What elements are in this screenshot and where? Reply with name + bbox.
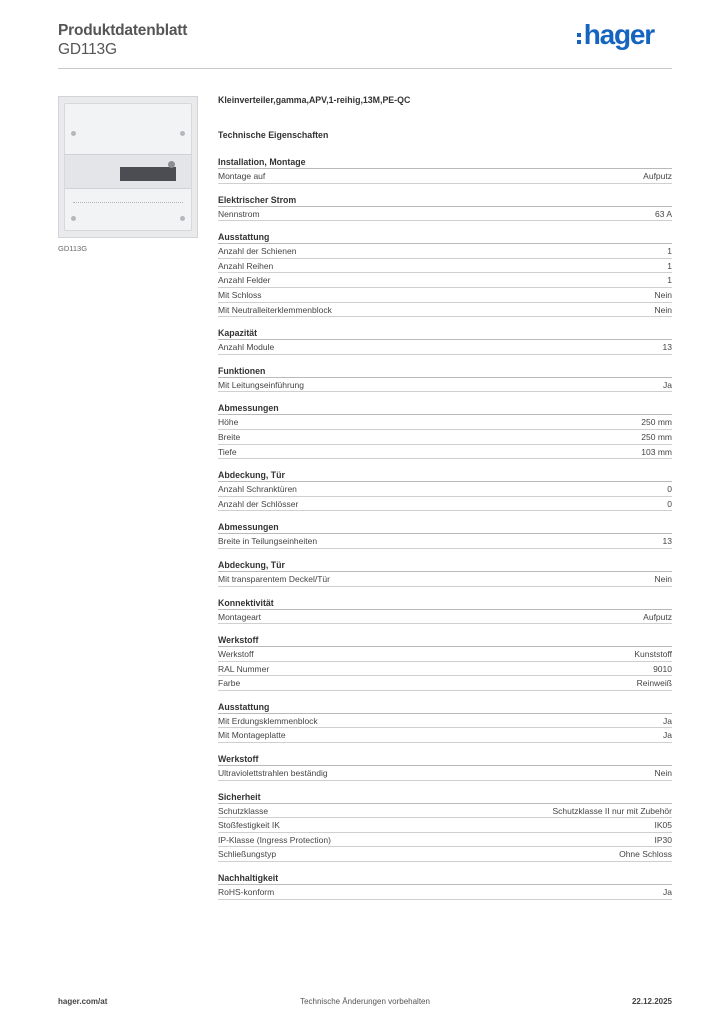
group-title: Abdeckung, Tür	[218, 559, 672, 572]
property-label: Mit transparentem Deckel/Tür	[218, 573, 330, 584]
property-value: IK05	[654, 820, 672, 831]
property-label: Tiefe	[218, 446, 237, 457]
property-label: Anzahl Reihen	[218, 260, 274, 271]
group-title: Abdeckung, Tür	[218, 469, 672, 482]
product-model: GD113G	[58, 41, 117, 58]
property-row	[218, 169, 672, 184]
logo-wordmark: hager	[583, 19, 654, 50]
property-row	[218, 647, 672, 662]
property-group	[218, 597, 672, 625]
property-row	[218, 207, 672, 222]
property-row	[218, 818, 672, 833]
property-row	[218, 303, 672, 318]
group-title: Werkstoff	[218, 634, 672, 647]
property-row	[218, 482, 672, 497]
property-value: 1	[667, 275, 672, 286]
property-row	[218, 288, 672, 303]
property-label: Schutzklasse	[218, 805, 269, 816]
property-label: Mit Schloss	[218, 289, 262, 300]
property-label: RAL Nummer	[218, 663, 270, 674]
group-title: Sicherheit	[218, 791, 672, 804]
property-group	[218, 327, 672, 355]
property-label: Stoßfestigkeit IK	[218, 820, 280, 831]
property-row	[218, 340, 672, 355]
property-label: IP-Klasse (Ingress Protection)	[218, 834, 331, 845]
property-label: Mit Leitungseinführung	[218, 379, 305, 390]
property-row	[218, 833, 672, 848]
hager-logo	[577, 20, 654, 50]
property-group	[218, 872, 672, 900]
property-value: Ja	[663, 887, 672, 898]
property-row	[218, 378, 672, 393]
image-caption: GD113G	[58, 244, 88, 253]
group-title: Werkstoff	[218, 753, 672, 766]
property-row	[218, 415, 672, 430]
property-row	[218, 244, 672, 259]
page-footer	[58, 997, 672, 1009]
footer-note: Technische Änderungen vorbehalten	[300, 997, 430, 1006]
group-title: Installation, Montage	[218, 156, 672, 169]
group-title: Konnektivität	[218, 597, 672, 610]
property-label: RoHS-konform	[218, 887, 275, 898]
property-label: Anzahl Felder	[218, 275, 271, 286]
property-label: Schließungstyp	[218, 849, 277, 860]
logo-colon-icon	[577, 33, 581, 44]
property-value: Ja	[663, 730, 672, 741]
page-header	[58, 19, 672, 70]
property-label: Anzahl der Schienen	[218, 246, 297, 257]
property-value: 1	[667, 246, 672, 257]
group-title: Elektrischer Strom	[218, 194, 672, 207]
property-value: 1	[667, 260, 672, 271]
page-title: Produktdatenblatt	[58, 22, 188, 39]
property-group	[218, 559, 672, 587]
product-details	[218, 95, 672, 910]
group-title: Ausstattung	[218, 701, 672, 714]
property-row	[218, 445, 672, 460]
property-value: 250 mm	[641, 417, 672, 428]
property-group	[218, 701, 672, 743]
property-label: Werkstoff	[218, 649, 254, 660]
property-label: Breite in Teilungseinheiten	[218, 536, 318, 547]
property-label: Anzahl der Schlösser	[218, 498, 299, 509]
property-value: Nein	[654, 573, 672, 584]
property-row	[218, 497, 672, 512]
property-row	[218, 766, 672, 781]
property-group	[218, 634, 672, 691]
property-value: Nein	[654, 768, 672, 779]
property-value: Schutzklasse II nur mit Zubehör	[552, 805, 672, 816]
footer-website: hager.com/at	[58, 997, 108, 1006]
property-value: 0	[667, 498, 672, 509]
property-label: Anzahl Schranktüren	[218, 484, 297, 495]
property-group	[218, 231, 672, 317]
property-group	[218, 194, 672, 222]
property-row	[218, 534, 672, 549]
product-description: Kleinverteiler,gamma,APV,1-reihig,13M,PE-QC	[218, 95, 411, 105]
property-label: Mit Montageplatte	[218, 730, 286, 741]
property-value: Nein	[654, 289, 672, 300]
group-title: Abmessungen	[218, 521, 672, 534]
property-label: Montageart	[218, 611, 261, 622]
property-label: Breite	[218, 431, 241, 442]
property-label: Ultraviolettstrahlen beständig	[218, 768, 328, 779]
distribution-board-illustration	[64, 103, 192, 231]
property-row	[218, 714, 672, 729]
property-row	[218, 804, 672, 819]
property-groups	[218, 156, 672, 900]
group-title: Kapazität	[218, 327, 672, 340]
property-value: 13	[662, 342, 672, 353]
property-row	[218, 728, 672, 743]
property-group	[218, 791, 672, 862]
property-value: 13	[662, 536, 672, 547]
property-group	[218, 156, 672, 184]
property-value: Aufputz	[643, 611, 672, 622]
property-row	[218, 273, 672, 288]
property-label: Höhe	[218, 417, 239, 428]
property-group	[218, 521, 672, 549]
property-value: 0	[667, 484, 672, 495]
group-title: Nachhaltigkeit	[218, 872, 672, 885]
property-value: 250 mm	[641, 431, 672, 442]
property-value: IP30	[654, 834, 672, 845]
property-row	[218, 430, 672, 445]
property-row	[218, 259, 672, 274]
property-value: Ja	[663, 715, 672, 726]
property-row	[218, 847, 672, 862]
property-value: Aufputz	[643, 171, 672, 181]
property-value: 9010	[653, 663, 672, 674]
group-title: Abmessungen	[218, 402, 672, 415]
property-value: Ja	[663, 379, 672, 390]
group-title: Ausstattung	[218, 231, 672, 244]
property-row	[218, 885, 672, 900]
property-row	[218, 676, 672, 691]
property-group	[218, 402, 672, 459]
property-label: Farbe	[218, 678, 241, 689]
property-value: 63 A	[654, 208, 672, 219]
property-label: Nennstrom	[218, 208, 260, 219]
property-label: Mit Erdungsklemmenblock	[218, 715, 318, 726]
property-value: Nein	[654, 304, 672, 315]
footer-date: 22.12.2025	[631, 997, 672, 1006]
property-label: Anzahl Module	[218, 342, 275, 353]
properties-heading: Technische Eigenschaften	[218, 130, 329, 140]
property-label: Montage auf	[218, 171, 266, 181]
property-value: Kunststoff	[634, 649, 672, 660]
property-value: 103 mm	[641, 446, 672, 457]
property-value: Ohne Schloss	[619, 849, 672, 860]
product-image	[58, 96, 198, 238]
property-label: Mit Neutralleiterklemmenblock	[218, 304, 332, 315]
property-group	[218, 469, 672, 511]
property-group	[218, 753, 672, 781]
property-row	[218, 572, 672, 587]
property-group	[218, 365, 672, 393]
property-row	[218, 662, 672, 677]
property-row	[218, 610, 672, 625]
group-title: Funktionen	[218, 365, 672, 378]
header-divider	[58, 68, 672, 69]
property-value: Reinweiß	[636, 678, 672, 689]
